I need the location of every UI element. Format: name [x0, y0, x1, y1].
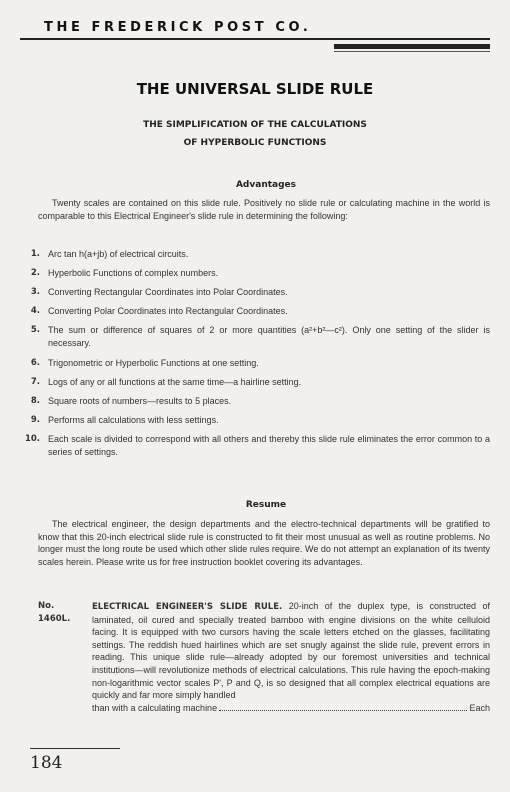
product-description: 20-inch of the duplex type, is constructed of laminated, oil cured and specially treated bamboo with engine divisions on the white celluloid facing. It is equipped with two cursors having the scale letters etched on the glasses, facilitating settings. The reddish hued hairlines which are set snugly against the slide rule, prevent errors in reading. This unique slide rule—already adopted by our foremost universities and technical institutions—will revolutionize methods of electrical calculations. This rule having the epoch-making non-logarithmic vector scales P', P and Q, is so designed that all complex electrical equations are quickly and far more simply handled: [92, 601, 490, 701]
list-item: [18, 433, 490, 458]
subtitle-line-1: THE SIMPLIFICATION OF THE CALCULATIONS: [143, 120, 367, 130]
footer-rule: [30, 748, 120, 749]
item-number: 6.: [30, 358, 40, 368]
item-number: 5.: [30, 325, 40, 335]
list-item: [18, 267, 490, 280]
item-number: 2.: [30, 268, 40, 278]
list-item: [18, 248, 490, 261]
product-number: No. 1460L.: [38, 601, 71, 624]
list-item: [18, 286, 490, 299]
price-line: [92, 702, 490, 715]
subtitle-line-2: OF HYPERBOLIC FUNCTIONS: [183, 138, 327, 148]
product-name: ELECTRICAL ENGINEER'S SLIDE RULE.: [92, 602, 283, 612]
item-number: 8.: [30, 396, 40, 406]
list-item: [18, 395, 490, 408]
header-thin-rule: [334, 51, 490, 52]
page-subtitle: [0, 116, 510, 152]
advantages-intro: [38, 197, 490, 222]
item-text: Arc tan h(a+jb) of electrical circuits.: [48, 249, 189, 259]
page-title: THE UNIVERSAL SLIDE RULE: [136, 80, 374, 98]
running-head: THE FREDERICK POST CO.: [44, 20, 312, 35]
item-number: 10.: [24, 434, 40, 444]
dot-leader: [219, 710, 467, 711]
item-text: Converting Polar Coordinates into Rectangular Coordinates.: [48, 306, 288, 316]
item-text: Converting Rectangular Coordinates into Polar Coordinates.: [48, 287, 288, 297]
header-rule: [20, 38, 490, 40]
advantages-heading: Advantages: [235, 180, 297, 190]
item-number: 1.: [30, 249, 40, 259]
item-text: Performs all calculations with less settings.: [48, 415, 219, 425]
item-text: Logs of any or all functions at the same time—a hairline setting.: [48, 377, 302, 387]
product-body: [92, 600, 490, 714]
item-number: 4.: [30, 306, 40, 316]
item-text: Trigonometric or Hyperbolic Functions at one setting.: [48, 358, 259, 368]
page-number: 184: [30, 753, 63, 773]
item-text: Each scale is divided to correspond with all others and thereby this slide rule eliminates the error common to a series of settings.: [48, 434, 490, 457]
list-item: [18, 357, 490, 370]
resume-text: The electrical engineer, the design departments and the electro-technical departments will be gratified to know that this 20-inch electrical slide rule is constructed to fit their most unusual as well as routine problems. No longer must the long route be used which other slide rules require. We do not attempt an explanation of its twenty scales herein. Please write us for free instruction booklet covering its advantages.: [38, 519, 490, 567]
item-number: 3.: [30, 287, 40, 297]
item-number: 7.: [30, 377, 40, 387]
list-item: [18, 376, 490, 389]
advantages-intro-text: Twenty scales are contained on this slide rule. Positively no slide rule or calculating machine in the world is comparable to this Electrical Engineer's slide rule in determining the following:: [38, 198, 490, 221]
price-unit: Each: [469, 702, 490, 713]
item-text: Square roots of numbers—results to 5 places.: [48, 396, 232, 406]
price-lead-text: than with a calculating machine: [92, 702, 218, 713]
list-item: [18, 305, 490, 318]
resume-paragraph: [38, 518, 490, 568]
header-bar-rule: [334, 44, 490, 49]
item-text: The sum or difference of squares of 2 or more quantities (a²+b²—c²). Only one setting of the slider is necessary.: [48, 325, 490, 348]
list-item: [18, 414, 490, 427]
resume-heading: Resume: [245, 500, 287, 510]
item-number: 9.: [30, 415, 40, 425]
list-item: [18, 324, 490, 349]
item-text: Hyperbolic Functions of complex numbers.: [48, 268, 219, 278]
